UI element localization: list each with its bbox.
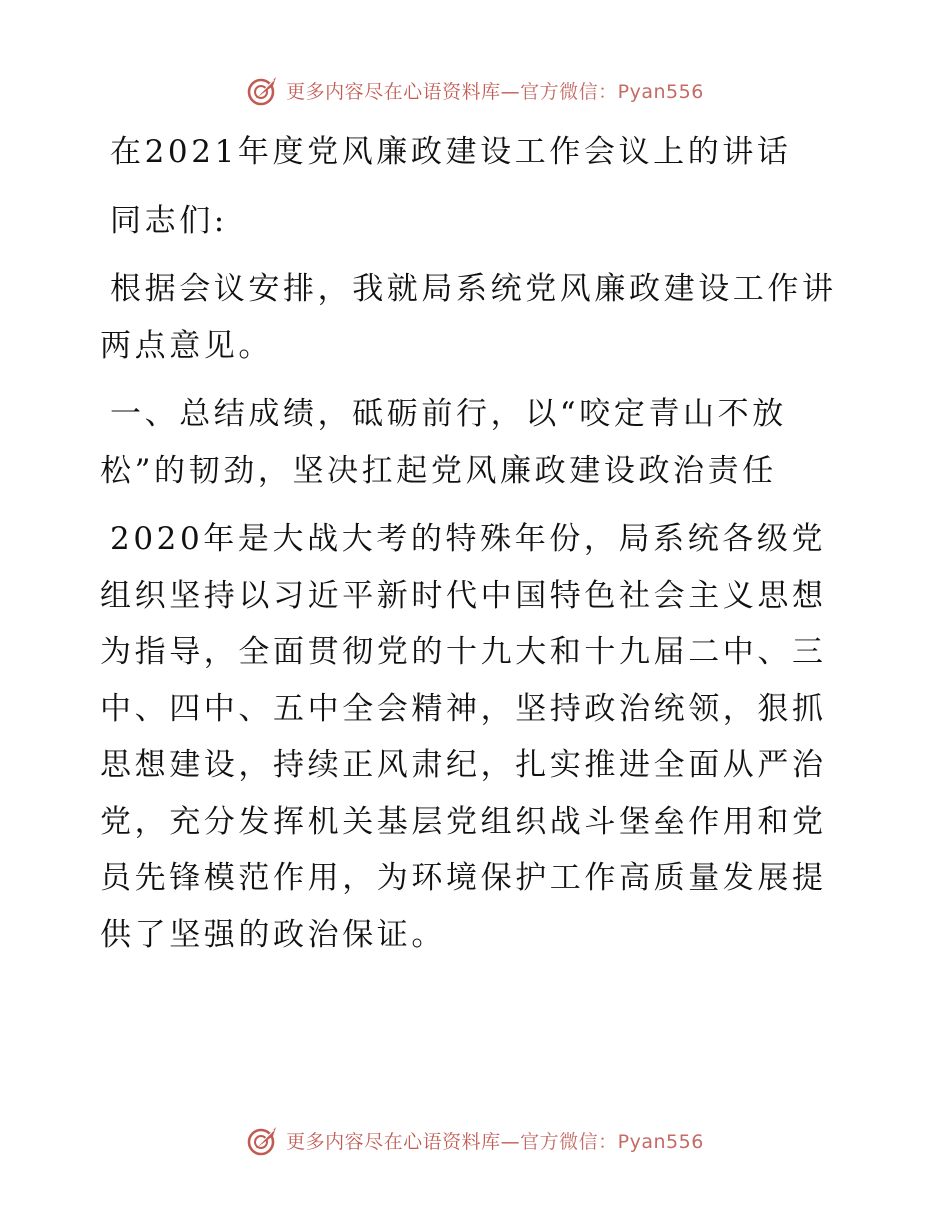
salutation: 同志们: [110,202,228,239]
quill-logo-icon [246,73,280,107]
footer-banner-label: 更多内容尽在心语资料库 [286,1130,501,1153]
document-title: 在2021年度党风廉政建设工作会议上的讲话 [110,134,792,170]
section-heading: 一、总结成绩，砥砺前行，以“咬定青山不放松”的韧劲，坚决扛起党风廉政建设政治责任 [100,396,787,489]
footer-banner-dash: — [500,1130,521,1153]
header-banner-label: 更多内容尽在心语资料库 [286,80,501,103]
intro-paragraph: 根据会议安排，我就局系统党风廉政建设工作讲两点意见。 [100,271,837,364]
header-banner-contact: 官方微信：Pyan556 [520,80,704,103]
header-banner [0,70,950,110]
footer-banner-contact: 官方微信：Pyan556 [520,1130,704,1153]
header-banner-text [286,77,704,104]
quill-logo-icon [246,1123,280,1157]
footer-banner-text [286,1127,704,1154]
body-paragraph: 2020年是大战大考的特殊年份，局系统各级党组织坚持以习近平新时代中国特色社会主义思想为指导，全面贯彻党的十九大和十九届二中、三中、四中、五中全会精神，坚持政治统领，狠抓思想建设，持续正风肃纪，扎实推进全面从严治党，充分发挥机关基层党组织战斗堡垒作用和党员先锋模范作用，为环境保护工作高质量发展提供了坚强的政治保证。 [100,521,827,953]
footer-banner [0,1120,950,1160]
document-body [100,124,860,963]
header-banner-dash: — [500,80,521,103]
